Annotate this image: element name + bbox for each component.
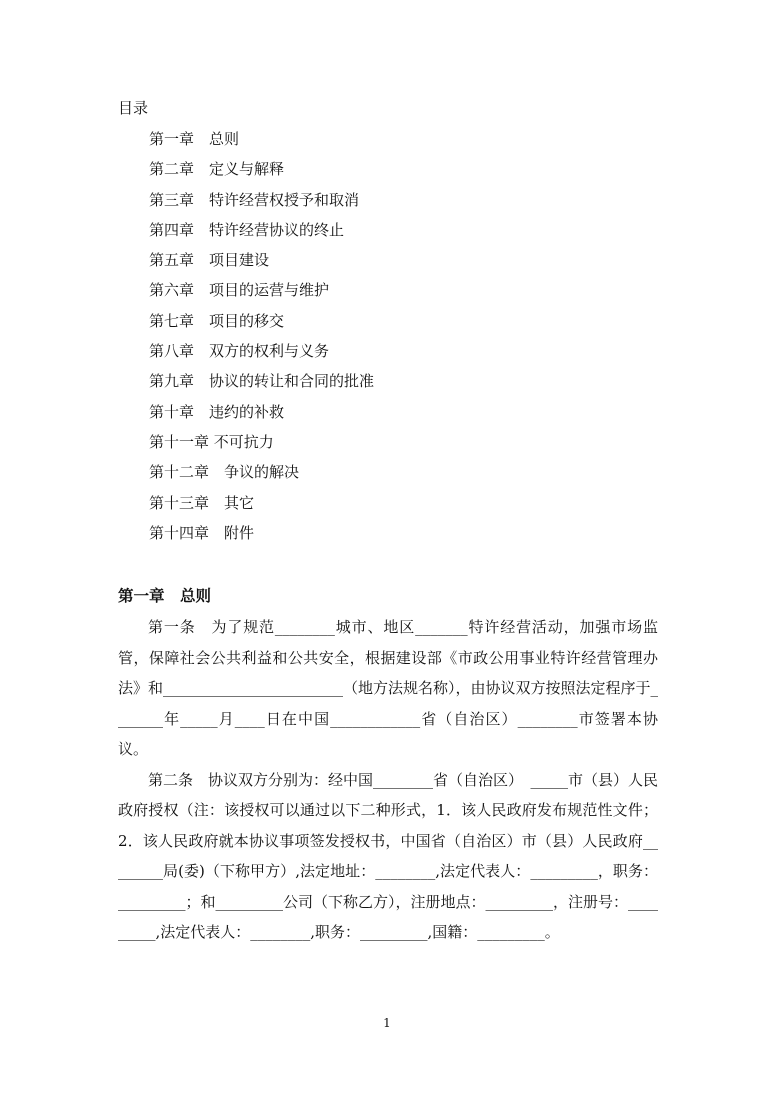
toc-item-5: 第五章 项目建设 (149, 251, 270, 270)
toc-item-3: 第三章 特许经营权授予和取消 (149, 190, 360, 209)
article-1-paragraph: 第一条 为了规范________城市、地区_______特许经营活动，加强市场监管，保障社会公共利益和公共安全，根据建设部《市政公用事业特许经营管理办法》和________________________（地方法规名称），由协议双方按照法定程序于_______年_____月____日在中国____________省（自治区）________市签署本协议。 (118, 618, 659, 758)
toc-item-13: 第十三章 其它 (149, 493, 255, 512)
toc-item-12: 第十二章 争议的解决 (149, 463, 300, 482)
toc-item-8: 第八章 双方的权利与义务 (149, 342, 330, 361)
toc-title: 目录 (118, 99, 149, 117)
toc-item-4: 第四章 特许经营协议的终止 (149, 220, 345, 239)
toc-item-6: 第六章 项目的运营与维护 (149, 281, 330, 300)
article-2-paragraph: 第二条 协议双方分别为：经中国________省（自治区） _____市（县）人民政府授权（注：该授权可以通过以下二种形式，1．该人民政府发布规范性文件；2．该人民政府就本协议事项签发授权书，中国省（自治区）市（县）人民政府________局(委)（下称甲方）,法定地址：________,法定代表人：_________，职务：_________；和_________公司（下称乙方），注册地点：_________，注册号：_________,法定代表人：________,职务：_________,国籍：_________。 (118, 770, 659, 941)
table-of-contents (149, 128, 374, 552)
chapter-heading: 第一章 总则 (118, 586, 212, 605)
toc-item-10: 第十章 违约的补救 (149, 402, 285, 421)
toc-item-9: 第九章 协议的转让和合同的批准 (149, 372, 375, 391)
toc-item-1: 第一章 总则 (149, 130, 240, 148)
toc-item-14: 第十四章 附件 (149, 523, 255, 542)
body-text (118, 612, 658, 948)
toc-item-2: 第二章 定义与解释 (149, 160, 285, 179)
toc-item-11: 第十一章 不可抗力 (149, 432, 274, 451)
toc-item-7: 第七章 项目的移交 (149, 311, 285, 330)
page-number: 1 (383, 1016, 391, 1030)
